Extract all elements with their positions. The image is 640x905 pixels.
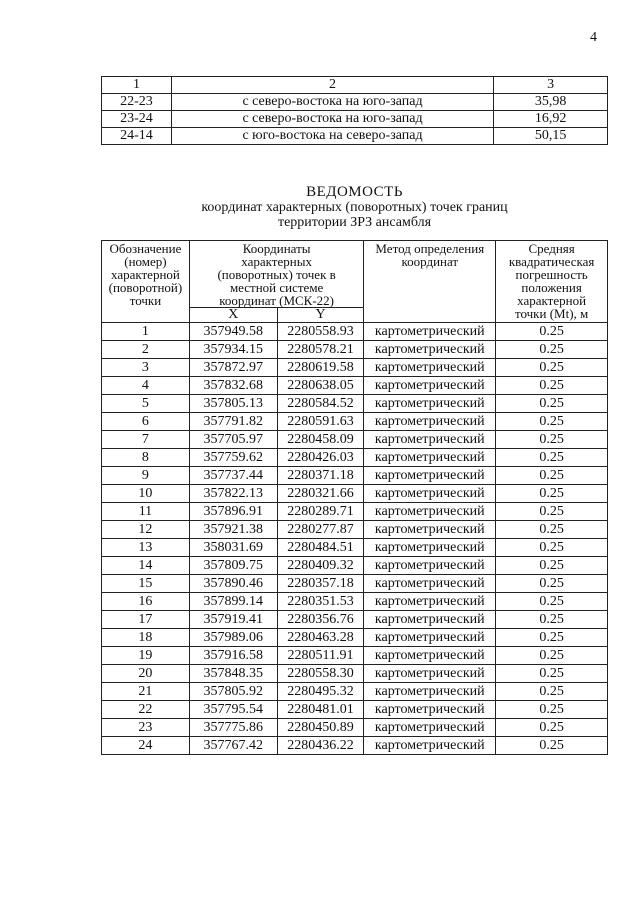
coords-row: [102, 737, 608, 755]
point-number: 19: [102, 647, 190, 665]
point-number: 15: [102, 575, 190, 593]
segment-row: [102, 94, 608, 111]
coord-y: 2280484.51: [277, 539, 364, 557]
coord-y: 2280277.87: [277, 521, 364, 539]
coord-y: 2280558.30: [277, 665, 364, 683]
coords-row: [102, 395, 608, 413]
coord-method: картометрический: [364, 539, 496, 557]
coord-x: 357896.91: [189, 503, 277, 521]
header-line: положения: [521, 280, 582, 295]
coord-mt: 0.25: [496, 323, 608, 341]
coord-mt: 0.25: [496, 359, 608, 377]
header-line: характерных: [241, 254, 312, 269]
coord-method: картометрический: [364, 521, 496, 539]
coord-y: 2280409.32: [277, 557, 364, 575]
coord-mt: 0.25: [496, 377, 608, 395]
coord-y: 2280511.91: [277, 647, 364, 665]
coord-method: картометрический: [364, 467, 496, 485]
coord-mt: 0.25: [496, 539, 608, 557]
segment-id: 24-14: [102, 128, 172, 145]
coord-x: 357805.13: [189, 395, 277, 413]
coords-row: [102, 377, 608, 395]
coord-x: 357899.14: [189, 593, 277, 611]
coord-x: 357737.44: [189, 467, 277, 485]
coord-mt: 0.25: [496, 413, 608, 431]
coord-x: 357791.82: [189, 413, 277, 431]
point-number: 10: [102, 485, 190, 503]
header-line: местной системе: [229, 280, 324, 295]
coord-x: 357919.41: [189, 611, 277, 629]
coord-y: 2280463.28: [277, 629, 364, 647]
coord-y: 2280450.89: [277, 719, 364, 737]
coord-y: 2280426.03: [277, 449, 364, 467]
point-number: 16: [102, 593, 190, 611]
coord-y: 2280591.63: [277, 413, 364, 431]
coords-row: [102, 521, 608, 539]
segment-length: 50,15: [494, 128, 608, 145]
point-number: 18: [102, 629, 190, 647]
coord-y: 2280371.18: [277, 467, 364, 485]
coord-y: 2280495.32: [277, 683, 364, 701]
coord-mt: 0.25: [496, 557, 608, 575]
segments-header-cell: 1: [102, 77, 172, 94]
coord-x: 357934.15: [189, 341, 277, 359]
header-mean-error: [496, 241, 608, 323]
header-line: погрешность: [515, 267, 588, 282]
coord-x: 357890.46: [189, 575, 277, 593]
header-line: (поворотных) точек в: [217, 267, 336, 282]
register-subtitle-line1: координат характерных (поворотных) точек границ: [201, 200, 508, 215]
segments-header-row: [102, 77, 608, 94]
coords-row: [102, 629, 608, 647]
point-number: 9: [102, 467, 190, 485]
coord-y: 2280357.18: [277, 575, 364, 593]
point-number: 12: [102, 521, 190, 539]
coords-row: [102, 593, 608, 611]
segments-header-cell: 3: [494, 77, 608, 94]
page-number: 4: [590, 30, 597, 45]
coords-row: [102, 359, 608, 377]
header-line: Средняя: [528, 241, 575, 256]
header-method: [364, 241, 496, 323]
coord-x: 357759.62: [189, 449, 277, 467]
coord-x: 357989.06: [189, 629, 277, 647]
coord-method: картометрический: [364, 341, 496, 359]
header-line: координат (МСК-22): [219, 293, 335, 308]
coord-mt: 0.25: [496, 593, 608, 611]
coord-method: картометрический: [364, 593, 496, 611]
coord-method: картометрический: [364, 557, 496, 575]
coords-row: [102, 485, 608, 503]
coord-mt: 0.25: [496, 449, 608, 467]
header-line: (номер): [124, 254, 167, 269]
coord-method: картометрический: [364, 683, 496, 701]
header-line: (поворотной): [108, 280, 183, 295]
coord-mt: 0.25: [496, 467, 608, 485]
coord-mt: 0.25: [496, 575, 608, 593]
coord-y: 2280351.53: [277, 593, 364, 611]
coord-y: 2280436.22: [277, 737, 364, 755]
header-line: точки (Mt), м: [514, 306, 589, 321]
coord-method: картометрический: [364, 431, 496, 449]
header-line: Метод определения: [375, 241, 485, 256]
coord-mt: 0.25: [496, 341, 608, 359]
coord-x: 357805.92: [189, 683, 277, 701]
coord-method: картометрический: [364, 647, 496, 665]
segment-length: 16,92: [494, 111, 608, 128]
coord-mt: 0.25: [496, 395, 608, 413]
point-number: 4: [102, 377, 190, 395]
coord-mt: 0.25: [496, 431, 608, 449]
coord-mt: 0.25: [496, 683, 608, 701]
segments-table: [101, 76, 608, 145]
coords-row: [102, 323, 608, 341]
coord-y: 2280481.01: [277, 701, 364, 719]
coord-method: картометрический: [364, 413, 496, 431]
coord-x: 357705.97: [189, 431, 277, 449]
coord-method: картометрический: [364, 323, 496, 341]
segment-direction: с северо-востока на юго-запад: [171, 111, 493, 128]
coord-method: картометрический: [364, 665, 496, 683]
coord-method: картометрический: [364, 359, 496, 377]
segment-id: 23-24: [102, 111, 172, 128]
coord-y: 2280638.05: [277, 377, 364, 395]
coord-x: 357795.54: [189, 701, 277, 719]
coords-row: [102, 719, 608, 737]
coord-x: 357921.38: [189, 521, 277, 539]
point-number: 8: [102, 449, 190, 467]
coords-row: [102, 701, 608, 719]
point-number: 20: [102, 665, 190, 683]
coord-mt: 0.25: [496, 485, 608, 503]
coord-mt: 0.25: [496, 611, 608, 629]
coord-x: 357775.86: [189, 719, 277, 737]
point-number: 21: [102, 683, 190, 701]
register-title: ВЕДОМОСТЬ: [306, 184, 403, 200]
coord-y: 2280584.52: [277, 395, 364, 413]
coords-row: [102, 467, 608, 485]
point-number: 22: [102, 701, 190, 719]
header-coordinates: [189, 241, 364, 308]
coords-row: [102, 683, 608, 701]
coord-y: 2280356.76: [277, 611, 364, 629]
coords-row: [102, 341, 608, 359]
header-line: характерной: [517, 293, 587, 308]
segment-direction: с юго-востока на северо-запад: [171, 128, 493, 145]
header-line: точки: [129, 293, 162, 308]
coord-method: картометрический: [364, 737, 496, 755]
coord-mt: 0.25: [496, 647, 608, 665]
coords-row: [102, 665, 608, 683]
coord-mt: 0.25: [496, 737, 608, 755]
coord-method: картометрический: [364, 377, 496, 395]
coord-y: 2280458.09: [277, 431, 364, 449]
coord-x: 357872.97: [189, 359, 277, 377]
coord-method: картометрический: [364, 719, 496, 737]
coord-method: картометрический: [364, 449, 496, 467]
coord-y: 2280619.58: [277, 359, 364, 377]
coord-method: картометрический: [364, 503, 496, 521]
point-number: 7: [102, 431, 190, 449]
coords-row: [102, 431, 608, 449]
segments-header-cell: 2: [171, 77, 493, 94]
coord-x: 357916.58: [189, 647, 277, 665]
point-number: 24: [102, 737, 190, 755]
coord-mt: 0.25: [496, 719, 608, 737]
segment-row: [102, 111, 608, 128]
coord-mt: 0.25: [496, 629, 608, 647]
point-number: 23: [102, 719, 190, 737]
coords-row: [102, 449, 608, 467]
coord-y: 2280578.21: [277, 341, 364, 359]
point-number: 6: [102, 413, 190, 431]
coord-method: картометрический: [364, 575, 496, 593]
coords-header-row: [102, 241, 608, 308]
segment-direction: с северо-востока на юго-запад: [171, 94, 493, 111]
coord-method: картометрический: [364, 629, 496, 647]
coord-mt: 0.25: [496, 521, 608, 539]
segment-row: [102, 128, 608, 145]
header-line: квадратическая: [508, 254, 595, 269]
segment-id: 22-23: [102, 94, 172, 111]
coord-x: 358031.69: [189, 539, 277, 557]
coord-x: 357809.75: [189, 557, 277, 575]
coord-x: 357848.35: [189, 665, 277, 683]
coord-x: 357822.13: [189, 485, 277, 503]
header-line: Обозначение: [109, 241, 182, 256]
header-point-designation: [102, 241, 190, 323]
point-number: 17: [102, 611, 190, 629]
coord-method: картометрический: [364, 701, 496, 719]
header-y: Y: [277, 308, 364, 323]
coord-method: картометрический: [364, 485, 496, 503]
header-line: характерной: [110, 267, 180, 282]
coords-row: [102, 611, 608, 629]
coords-row: [102, 413, 608, 431]
point-number: 13: [102, 539, 190, 557]
point-number: 1: [102, 323, 190, 341]
point-number: 2: [102, 341, 190, 359]
coords-row: [102, 503, 608, 521]
coord-y: 2280321.66: [277, 485, 364, 503]
point-number: 5: [102, 395, 190, 413]
coord-x: 357767.42: [189, 737, 277, 755]
point-number: 11: [102, 503, 190, 521]
coord-method: картометрический: [364, 395, 496, 413]
header-line: координат: [401, 254, 459, 269]
coord-y: 2280289.71: [277, 503, 364, 521]
coord-mt: 0.25: [496, 503, 608, 521]
coords-row: [102, 539, 608, 557]
coord-y: 2280558.93: [277, 323, 364, 341]
coord-mt: 0.25: [496, 665, 608, 683]
coordinates-table: [101, 240, 608, 755]
coord-x: 357832.68: [189, 377, 277, 395]
coords-row: [102, 575, 608, 593]
point-number: 3: [102, 359, 190, 377]
point-number: 14: [102, 557, 190, 575]
segment-length: 35,98: [494, 94, 608, 111]
coord-method: картометрический: [364, 611, 496, 629]
register-subtitle-line2: территории ЗРЗ ансамбля: [277, 215, 432, 230]
coords-body: [102, 323, 608, 755]
coord-mt: 0.25: [496, 701, 608, 719]
coords-row: [102, 557, 608, 575]
coord-x: 357949.58: [189, 323, 277, 341]
header-line: Координаты: [242, 241, 311, 256]
coords-row: [102, 647, 608, 665]
header-x: X: [189, 308, 277, 323]
